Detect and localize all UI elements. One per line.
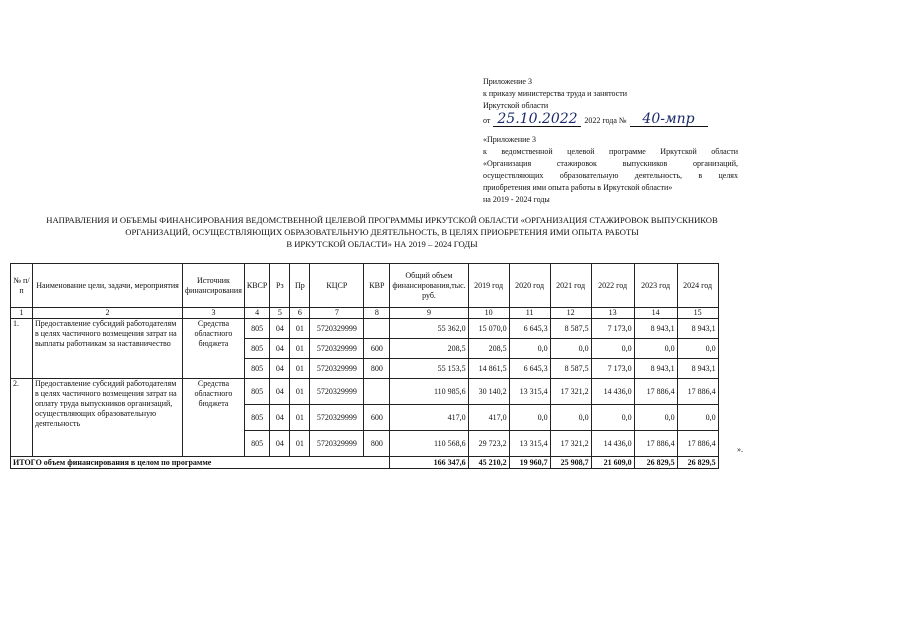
cell-kvsr: 805 (244, 405, 269, 431)
header-2022: 2022 год (591, 264, 634, 308)
cell-2020: 13 315,4 (509, 431, 550, 457)
cell-2021: 8 587,5 (550, 359, 591, 379)
col-num: 10 (468, 308, 509, 319)
header-source: Источник финансирования (183, 264, 245, 308)
col-num: 12 (550, 308, 591, 319)
cell-2024: 0,0 (677, 339, 718, 359)
cell-2021: 17 321,2 (550, 431, 591, 457)
cell-2019: 15 070,0 (468, 319, 509, 339)
item-name: Предоставление субсидий работодателям в целях частичного возмещения затрат на оплату труда выпускников организаций, осуществляющих образовательную деятельность (33, 379, 183, 457)
header-no: № п/п (11, 264, 33, 308)
cell-kvr: 600 (364, 405, 390, 431)
cell-2020: 0,0 (509, 405, 550, 431)
cell-2023: 17 886,4 (634, 379, 677, 405)
annex-date-line (483, 112, 743, 127)
cell-2024: 17 886,4 (677, 431, 718, 457)
item-number: 1. (11, 319, 33, 379)
col-num: 15 (677, 308, 718, 319)
annex-inner-line-3: «Организация стажировок выпускников организаций, (483, 159, 738, 168)
cell-pr: 01 (290, 319, 310, 339)
cell-kcsr: 5720329999 (310, 319, 364, 339)
total-row (11, 457, 719, 469)
header-total: Общий объем финансирования,тыс. руб. (390, 264, 468, 308)
col-num: 6 (290, 308, 310, 319)
cell-2019: 208,5 (468, 339, 509, 359)
header-kvsr: КВСР (244, 264, 269, 308)
annex-inner-line-2: к ведомственной целевой программе Иркутской области (483, 147, 738, 156)
title-line-2: ОРГАНИЗАЦИЙ, ОСУЩЕСТВЛЯЮЩИХ ОБРАЗОВАТЕЛЬНУЮ ДЕЯТЕЛЬНОСТЬ, В ЦЕЛЯХ ПРИОБРЕТЕНИЯ ИМИ ОПЫТА РАБОТЫ (125, 227, 639, 237)
total-2020: 19 960,7 (509, 457, 550, 469)
cell-kvr: 800 (364, 431, 390, 457)
header-kvr: КВР (364, 264, 390, 308)
cell-kvr (364, 379, 390, 405)
header-row (11, 264, 719, 308)
cell-2024: 8 943,1 (677, 359, 718, 379)
total-2022: 21 609,0 (591, 457, 634, 469)
cell-2022: 14 436,0 (591, 379, 634, 405)
annex-line-1: Приложение 3 (483, 77, 532, 86)
col-num: 5 (270, 308, 290, 319)
cell-total: 110 568,6 (390, 431, 468, 457)
annex-inner-line-1: «Приложение 3 (483, 135, 536, 144)
annex-header (483, 76, 743, 127)
cell-2021: 0,0 (550, 339, 591, 359)
cell-kvsr: 805 (244, 319, 269, 339)
cell-kvsr: 805 (244, 379, 269, 405)
cell-total: 55 153,5 (390, 359, 468, 379)
closing-mark: ». (737, 445, 743, 454)
handwritten-date: 25.10.2022 (493, 112, 581, 127)
cell-total: 208,5 (390, 339, 468, 359)
cell-total: 417,0 (390, 405, 468, 431)
cell-rz: 04 (270, 379, 290, 405)
total-2021: 25 908,7 (550, 457, 591, 469)
header-rz: Рз (270, 264, 290, 308)
annex-inner-line-4: осуществляющих образовательную деятельность, в целях (483, 171, 738, 180)
cell-kvr: 800 (364, 359, 390, 379)
annex-inner-header (483, 134, 738, 206)
cell-2021: 17 321,2 (550, 379, 591, 405)
cell-pr: 01 (290, 431, 310, 457)
col-num: 2 (33, 308, 183, 319)
header-pr: Пр (290, 264, 310, 308)
cell-2020: 0,0 (509, 339, 550, 359)
cell-rz: 04 (270, 319, 290, 339)
cell-2019: 14 861,5 (468, 359, 509, 379)
col-num: 8 (364, 308, 390, 319)
cell-2021: 8 587,5 (550, 319, 591, 339)
column-number-row (11, 308, 719, 319)
cell-kcsr: 5720329999 (310, 431, 364, 457)
col-num: 9 (390, 308, 468, 319)
cell-2023: 17 886,4 (634, 431, 677, 457)
cell-2022: 0,0 (591, 405, 634, 431)
cell-2022: 0,0 (591, 339, 634, 359)
cell-2020: 6 645,3 (509, 319, 550, 339)
cell-2019: 417,0 (468, 405, 509, 431)
col-num: 7 (310, 308, 364, 319)
cell-2024: 17 886,4 (677, 379, 718, 405)
total-2019: 45 210,2 (468, 457, 509, 469)
annex-line-3: Иркутской области (483, 101, 549, 110)
cell-kcsr: 5720329999 (310, 339, 364, 359)
header-2021: 2021 год (550, 264, 591, 308)
cell-2022: 14 436,0 (591, 431, 634, 457)
header-2024: 2024 год (677, 264, 718, 308)
col-num: 11 (509, 308, 550, 319)
cell-kcsr: 5720329999 (310, 405, 364, 431)
cell-kvr: 600 (364, 339, 390, 359)
cell-kvsr: 805 (244, 359, 269, 379)
cell-2019: 29 723,2 (468, 431, 509, 457)
annex-inner-line-5: приобретения ими опыта работы в Иркутской области» (483, 183, 673, 192)
date-suffix: 2022 года № (584, 116, 627, 125)
col-num: 3 (183, 308, 245, 319)
annex-line-2: к приказу министерства труда и занятости (483, 89, 628, 98)
col-num: 14 (634, 308, 677, 319)
cell-pr: 01 (290, 405, 310, 431)
total-2024: 26 829,5 (677, 457, 718, 469)
item-source: Средства областного бюджета (183, 379, 245, 457)
header-name: Наименование цели, задачи, мероприятия (33, 264, 183, 308)
financing-table (10, 263, 719, 469)
header-2023: 2023 год (634, 264, 677, 308)
cell-2022: 7 173,0 (591, 359, 634, 379)
cell-kcsr: 5720329999 (310, 359, 364, 379)
cell-2022: 7 173,0 (591, 319, 634, 339)
cell-kvr (364, 319, 390, 339)
cell-pr: 01 (290, 339, 310, 359)
total-2023: 26 829,5 (634, 457, 677, 469)
cell-kvsr: 805 (244, 431, 269, 457)
total-label: ИТОГО объем финансирования в целом по программе (11, 457, 390, 469)
cell-rz: 04 (270, 405, 290, 431)
title-line-1: НАПРАВЛЕНИЯ И ОБЪЕМЫ ФИНАНСИРОВАНИЯ ВЕДОМСТВЕННОЙ ЦЕЛЕВОЙ ПРОГРАММЫ ИРКУТСКОЙ ОБЛАСТИ «ОРГАНИЗАЦИЯ СТАЖИРОВОК ВЫПУСКНИКОВ (46, 215, 718, 225)
cell-2021: 0,0 (550, 405, 591, 431)
cell-rz: 04 (270, 431, 290, 457)
item-source: Средства областного бюджета (183, 319, 245, 379)
header-2020: 2020 год (509, 264, 550, 308)
cell-2023: 0,0 (634, 405, 677, 431)
cell-total: 110 985,6 (390, 379, 468, 405)
cell-rz: 04 (270, 339, 290, 359)
annex-inner-line-6: на 2019 - 2024 годы (483, 195, 550, 204)
cell-rz: 04 (270, 359, 290, 379)
cell-2020: 13 315,4 (509, 379, 550, 405)
table-row (11, 319, 719, 339)
total-cell: 166 347,6 (390, 457, 468, 469)
cell-2024: 8 943,1 (677, 319, 718, 339)
cell-2023: 8 943,1 (634, 359, 677, 379)
table-row (11, 379, 719, 405)
cell-pr: 01 (290, 359, 310, 379)
item-name: Предоставление субсидий работодателям в целях частичного возмещения затрат на выплаты работникам за наставничество (33, 319, 183, 379)
document-title (12, 214, 752, 250)
cell-kcsr: 5720329999 (310, 379, 364, 405)
cell-pr: 01 (290, 379, 310, 405)
handwritten-number: 40-мпр (630, 112, 708, 127)
cell-2020: 6 645,3 (509, 359, 550, 379)
cell-2023: 8 943,1 (634, 319, 677, 339)
item-number: 2. (11, 379, 33, 457)
header-2019: 2019 год (468, 264, 509, 308)
cell-kvsr: 805 (244, 339, 269, 359)
col-num: 4 (244, 308, 269, 319)
date-prefix: от (483, 116, 491, 125)
col-num: 13 (591, 308, 634, 319)
cell-2024: 0,0 (677, 405, 718, 431)
title-line-3: В ИРКУТСКОЙ ОБЛАСТИ» НА 2019 – 2024 ГОДЫ (286, 239, 478, 249)
col-num: 1 (11, 308, 33, 319)
cell-2019: 30 140,2 (468, 379, 509, 405)
cell-2023: 0,0 (634, 339, 677, 359)
cell-total: 55 362,0 (390, 319, 468, 339)
header-kcsr: КЦСР (310, 264, 364, 308)
